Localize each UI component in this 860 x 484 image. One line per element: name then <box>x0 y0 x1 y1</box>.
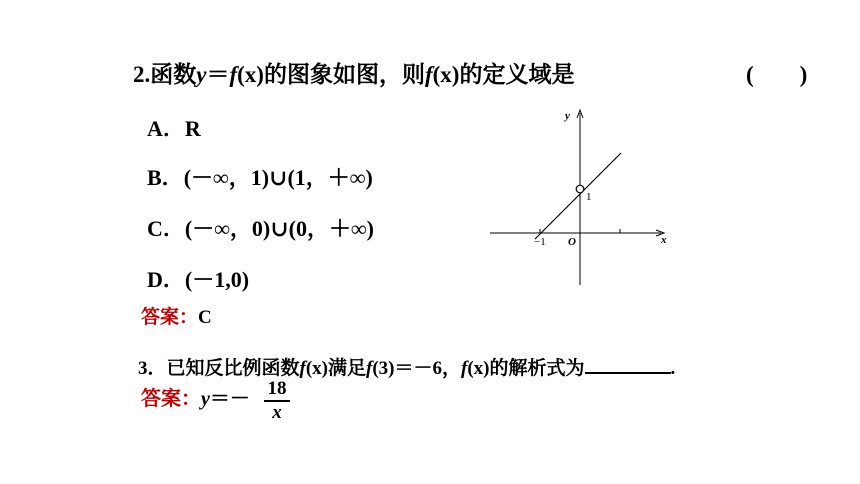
x-tick-label: −1 <box>534 236 546 248</box>
open-point <box>576 185 584 193</box>
option-label: B． <box>147 165 184 190</box>
function-line <box>535 153 621 239</box>
option-text: R <box>184 116 201 141</box>
function-graph <box>485 105 675 290</box>
option-label: C． <box>147 216 185 241</box>
option-text: (－∞，1)∪(1，＋∞) <box>183 165 373 190</box>
answer-bracket: ( ) <box>746 62 808 87</box>
fraction-denominator: x <box>272 402 282 423</box>
question-2-answer <box>141 302 212 329</box>
answer-blank <box>585 354 671 374</box>
option-label: A． <box>147 116 185 141</box>
option-b <box>147 161 373 192</box>
answer-value: C <box>198 307 212 328</box>
answer-fraction <box>264 378 290 424</box>
answer-label: 答案： <box>141 388 201 410</box>
option-d <box>147 263 249 294</box>
x-axis-label: x <box>661 234 667 246</box>
option-text: (－1,0) <box>184 267 250 292</box>
question-number: 2. <box>133 62 151 87</box>
option-a <box>147 112 201 143</box>
y-tick-label: 1 <box>586 191 592 203</box>
option-c <box>147 212 374 243</box>
question-3-stem: 3．已知反比例函数f(x)满足f(3)＝－6，f(x)的解析式为 . <box>138 353 675 380</box>
origin-label: O <box>568 236 576 248</box>
y-axis-label: y <box>565 110 570 122</box>
option-label: D． <box>147 267 185 292</box>
question-3-answer: 答案：y＝－ <box>141 388 250 410</box>
question-2-stem: 2.函数y＝f(x)的图象如图，则f(x)的定义域是 <box>133 62 575 87</box>
option-text: (－∞，0)∪(0，＋∞) <box>184 216 374 241</box>
answer-label: 答案： <box>141 307 199 328</box>
fraction-numerator: 18 <box>264 378 290 402</box>
